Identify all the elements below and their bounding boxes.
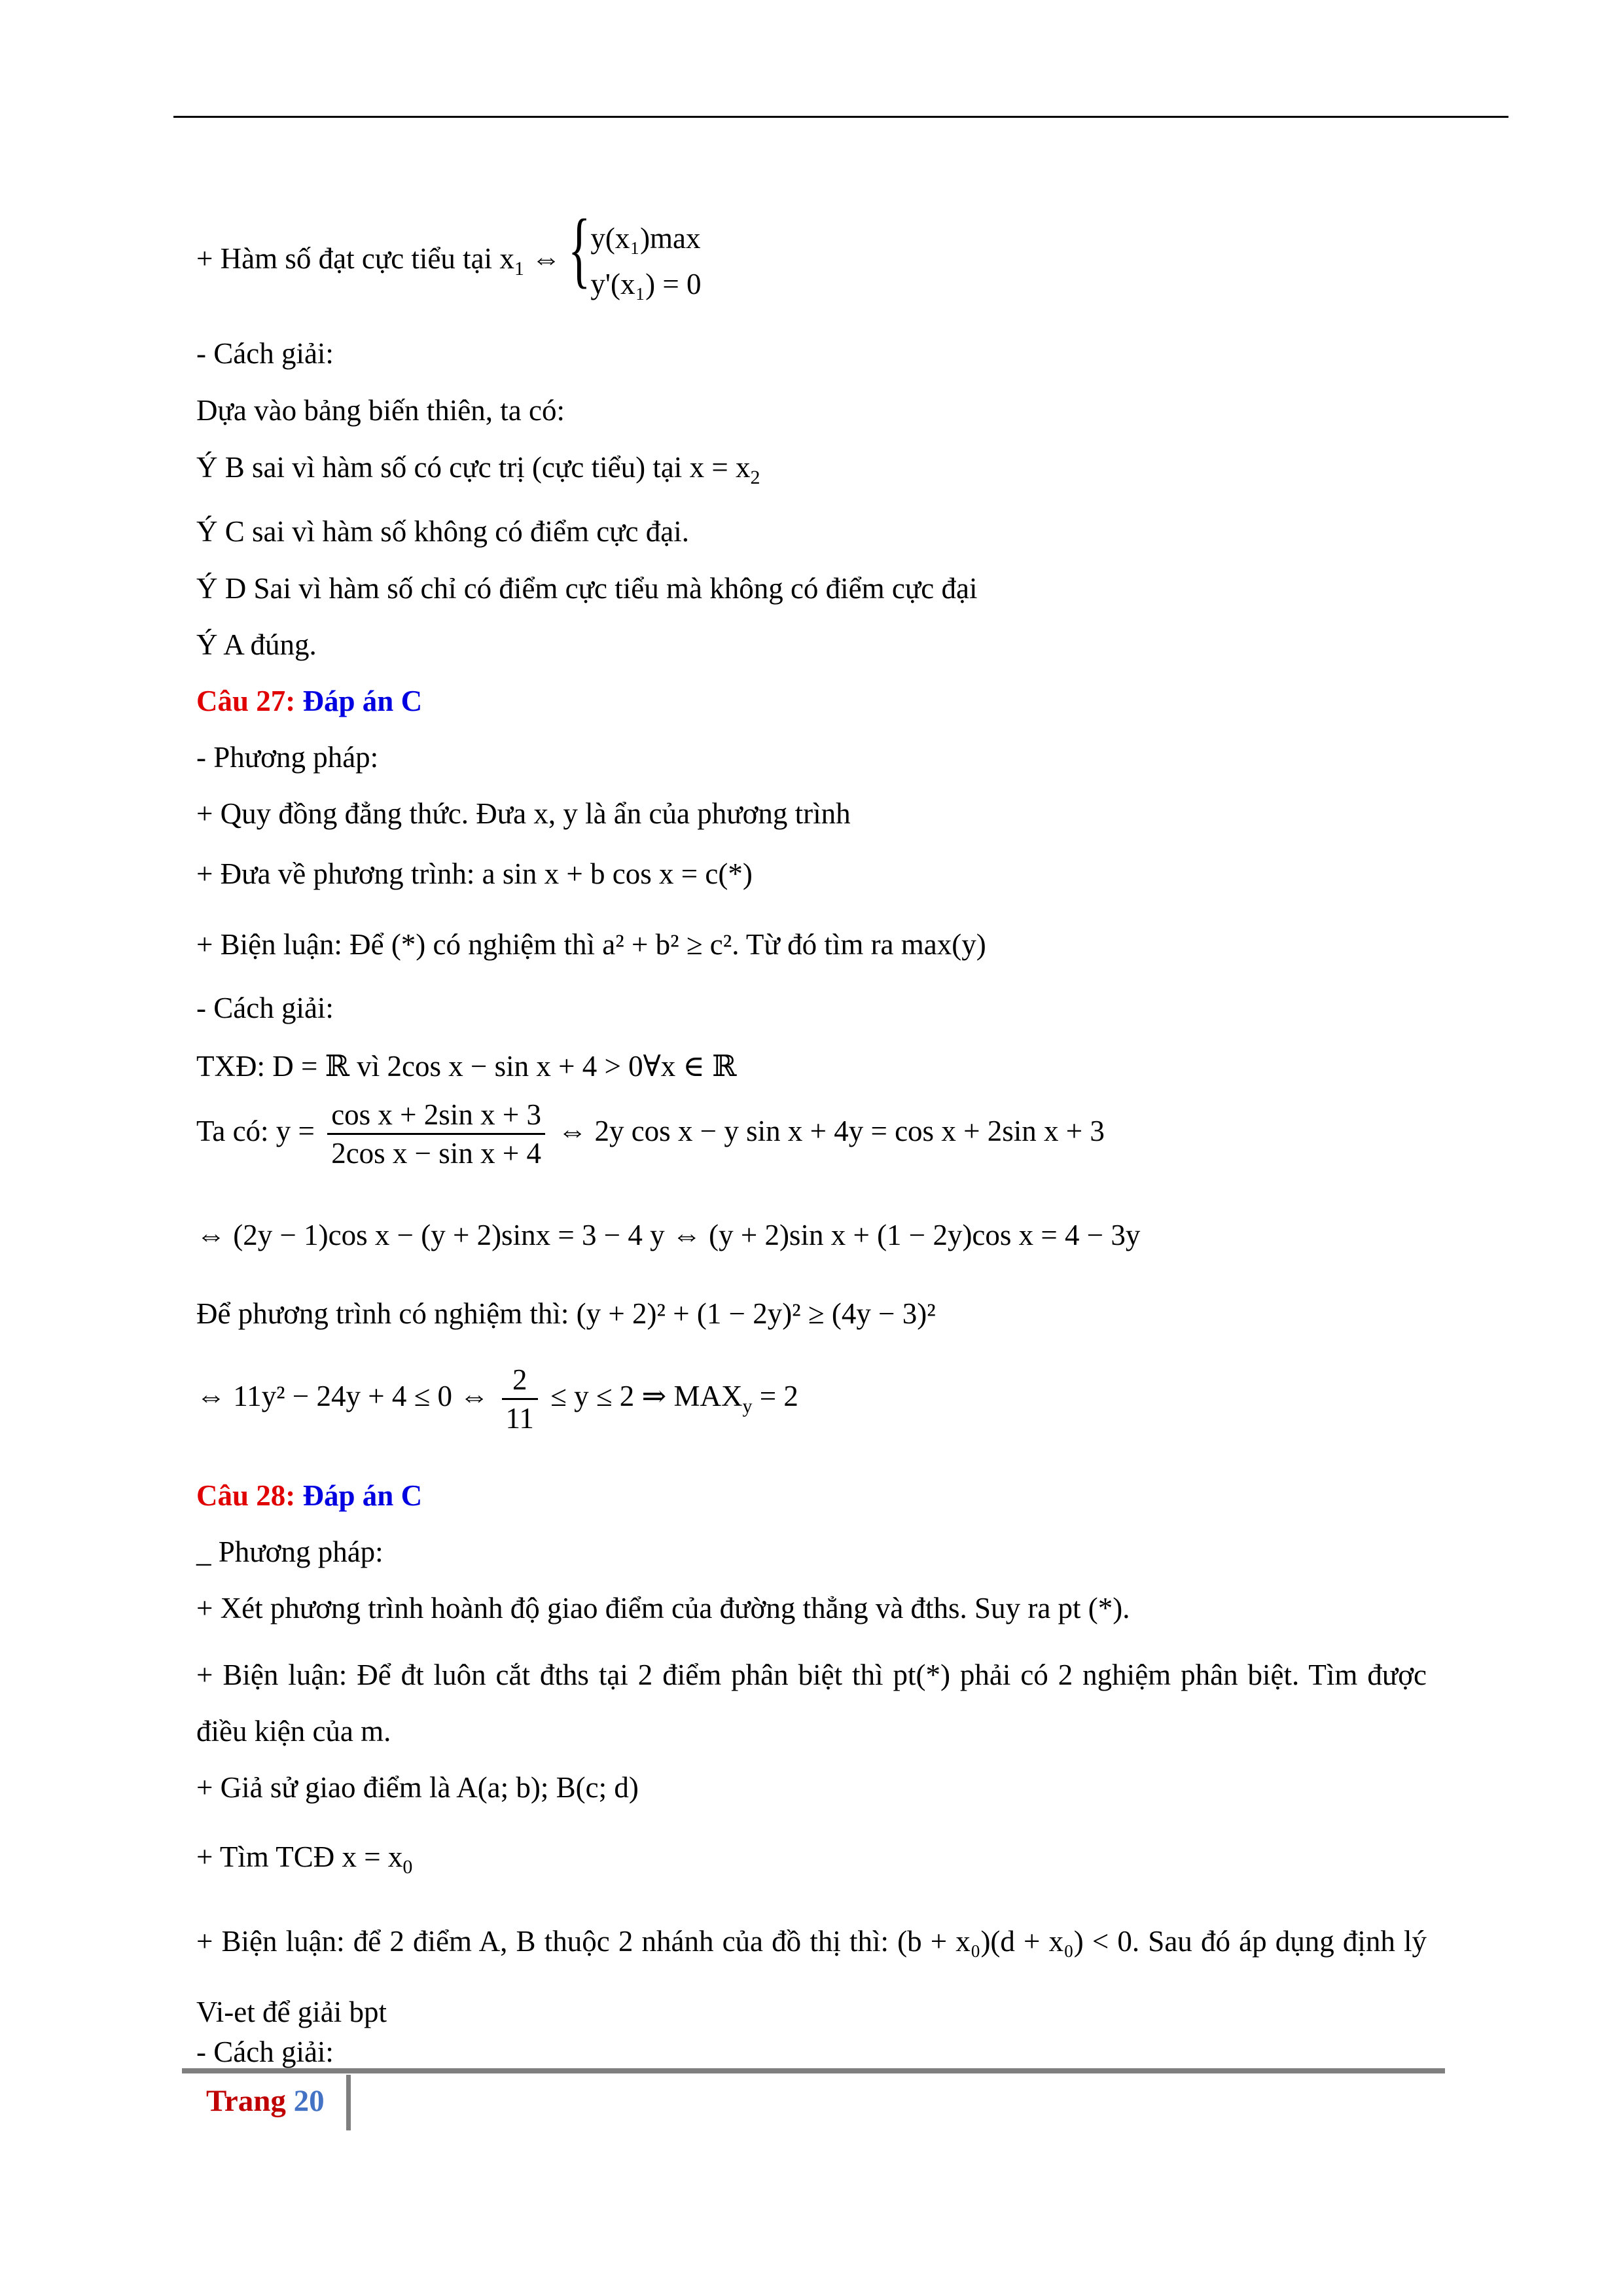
heading-solution: - Cách giải:: [196, 337, 334, 370]
text-paragraph: + Biện luận: để 2 điểm A, B thuộc 2 nhánh của đồ thị thì: (b + x₀)(d + x₀) < 0. Sau đó áp dụng định lý Vi-et để giải bpt: [196, 1925, 1427, 2028]
text-line: + Quy đồng đẳng thức. Đưa x, y là ẩn của phương trình: [196, 797, 851, 830]
text-line: + Biện luận: Để (*) có nghiệm thì a² + b² ≥ c². Từ đó tìm ra max(y): [196, 928, 986, 961]
question-27-heading: Câu 27: Đáp án C: [196, 685, 423, 717]
equation-line: ⇔ (2y − 1)cos x − (y + 2)sinx = 3 − 4 y ⇔ (y + 2)sin x + (1 − 2y)cos x = 4 − 3y: [196, 1219, 1141, 1251]
equation-line: Để phương trình có nghiệm thì: (y + 2)² + (1 − 2y)² ≥ (4y − 3)²: [196, 1297, 936, 1330]
equation-fraction-line: Ta có: y = $\frac{\text{cos x + 2sin x + 3}}{\text{2cos x − sin x + 4}}$ ⇔ 2y cos x − y sin x + 4y = cos x + 2sin x + 3: [196, 1096, 1105, 1172]
question-28-heading: Câu 28: Đáp án C: [196, 1479, 423, 1512]
heading-method: - Phương pháp:: [196, 741, 379, 774]
page-number: Trang 20: [206, 2084, 325, 2118]
header-rule: [173, 116, 1508, 118]
heading-solution: - Cách giải:: [196, 992, 334, 1024]
text-line: Ý C sai vì hàm số không có điểm cực đại.: [196, 515, 690, 548]
text-line: + Đưa về phương trình: a sin x + b cos x = c(*): [196, 857, 753, 890]
footer-divider: [346, 2075, 351, 2130]
footer-rule: [182, 2068, 1445, 2073]
text-line: Ý A đúng.: [196, 628, 317, 661]
heading-solution: - Cách giải:: [196, 2036, 334, 2068]
text-paragraph: + Biện luận: Để đt luôn cắt đths tại 2 điểm phân biệt thì pt(*) phải có 2 nghiệm phân biệt. Tìm được điều kiện của m.: [196, 1659, 1427, 1748]
heading-method: _ Phương pháp:: [196, 1535, 383, 1568]
text-line: Ý D Sai vì hàm số chỉ có điểm cực tiểu mà không có điểm cực đại: [196, 572, 978, 605]
text-line: + Tìm TCĐ $x = x_0$: [196, 1840, 413, 1878]
fraction: $\frac{\text{cos x + 2sin x + 3}}{\text{2cos x − sin x + 4}}$: [327, 1096, 545, 1172]
line-condition-min: + Hàm số đạt cực tiểu tại $x_1$ ⇔ { y(x₁)max y'(x₁) = 0: [196, 216, 702, 308]
text-line: Ý B sai vì hàm số có cực trị (cực tiểu) tại $x = x_2$: [196, 451, 760, 488]
equation-system: { y(x₁)max y'(x₁) = 0: [568, 202, 702, 300]
text-line: + Giả sử giao điểm là A(a; b); B(c; d): [196, 1771, 639, 1804]
fraction: $\frac{2}{11}$: [502, 1361, 538, 1437]
equation-result-line: ⇔ 11y² − 24y + 4 ≤ 0 ⇔ $\frac{2}{11}$ ≤ y ≤ 2 ⇒ $MAX_y = 2$: [196, 1361, 798, 1437]
text-line: + Xét phương trình hoành độ giao điểm của đường thẳng và đths. Suy ra pt (*).: [196, 1592, 1130, 1624]
text-line: Dựa vào bảng biến thiên, ta có:: [196, 394, 565, 427]
domain-line: TXĐ: D = ℝ vì 2cos x − sin x + 4 > 0∀x ∈ ℝ: [196, 1050, 737, 1083]
